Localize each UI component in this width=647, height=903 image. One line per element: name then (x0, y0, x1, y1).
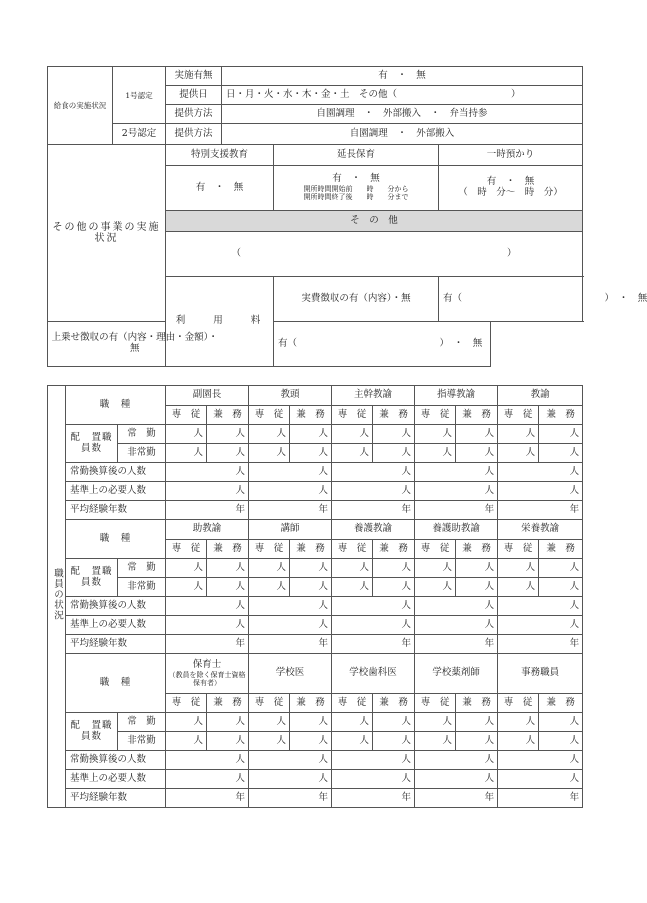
job-name: 副園長 (166, 386, 249, 406)
ken-char: 兼 (213, 408, 223, 420)
count-cell[interactable]: 人 (456, 444, 498, 463)
kansan-cell[interactable]: 人 (249, 463, 332, 482)
count-cell[interactable]: 人 (166, 559, 207, 578)
count-cell[interactable]: 人 (456, 732, 498, 751)
ju-char: 従 (356, 696, 367, 708)
job-name: 学校医 (249, 654, 332, 694)
ju-char: 従 (522, 696, 533, 708)
kansan-cell[interactable]: 人 (332, 463, 415, 482)
count-cell[interactable]: 人 (249, 578, 290, 597)
facility-status-table (47, 66, 647, 367)
jokin-label: 常 勤 (118, 713, 166, 732)
ken-char: 兼 (462, 696, 472, 708)
ju-char: 従 (439, 408, 450, 420)
count-cell[interactable]: 人 (415, 732, 456, 751)
job-name: 学校歯科医 (332, 654, 415, 694)
job-name: 助教諭 (166, 520, 249, 540)
count-cell[interactable]: 人 (290, 425, 332, 444)
temporary-care-value[interactable]: 有 ・ 無 (486, 176, 535, 188)
count-cell[interactable]: 人 (207, 559, 249, 578)
ju-char: 従 (273, 696, 284, 708)
mu-char: 務 (565, 408, 575, 420)
ju-char: 従 (190, 408, 201, 420)
count-cell[interactable]: 人 (456, 559, 498, 578)
kansan-cell[interactable]: 人 (249, 751, 332, 770)
mu-char: 務 (398, 408, 408, 420)
count-cell[interactable]: 人 (415, 713, 456, 732)
senju-header (166, 694, 207, 713)
ju-char: 従 (356, 542, 367, 554)
count-cell[interactable]: 人 (415, 578, 456, 597)
count-cell[interactable]: 人 (290, 578, 332, 597)
heikin-cell[interactable]: 年 (415, 789, 498, 808)
ken-char: 兼 (546, 408, 556, 420)
count-cell[interactable]: 人 (332, 444, 373, 463)
ju-char: 従 (522, 408, 533, 420)
shokushu-label: 職 種 (66, 386, 166, 425)
meal-method-value[interactable]: 自園調理 ・ 外部搬入 ・ 弁当持参 (222, 105, 583, 124)
count-cell[interactable]: 人 (498, 713, 539, 732)
shokushu-label: 職 種 (66, 654, 166, 713)
kansan-cell[interactable]: 人 (249, 597, 332, 616)
kenmu-header (456, 540, 498, 559)
kijun-label: 基準上の必要人数 (66, 482, 166, 501)
heikin-cell[interactable]: 年 (498, 501, 583, 520)
extra-fee-value[interactable]: 有（ ） ・ 無 (274, 322, 491, 367)
ken-char: 兼 (379, 542, 389, 554)
mu-char: 務 (315, 696, 325, 708)
temporary-care-time: （ 時 分〜 時 分） (458, 187, 563, 198)
count-cell[interactable]: 人 (290, 713, 332, 732)
extended-care-header: 延長保育 (274, 145, 439, 166)
ju-char: 従 (273, 542, 284, 554)
meal-days-value[interactable]: 日・月・火・水・木・金・土 その他（ ） (222, 86, 583, 105)
heikin-label: 平均経験年数 (66, 789, 166, 808)
shokushu-label: 職 種 (66, 520, 166, 559)
others-header: そ の 他 (166, 211, 583, 232)
kenmu-header (456, 406, 498, 425)
kansan-cell[interactable]: 人 (166, 597, 249, 616)
count-cell[interactable]: 人 (166, 732, 207, 751)
mu-char: 務 (565, 696, 575, 708)
kansan-cell[interactable]: 人 (498, 751, 583, 770)
heikin-cell[interactable]: 年 (249, 635, 332, 654)
count-cell[interactable]: 人 (373, 713, 415, 732)
senju-header (166, 406, 207, 425)
senju-header (332, 406, 373, 425)
count-cell[interactable]: 人 (290, 732, 332, 751)
meal-method-2-value[interactable]: 自園調理 ・ 外部搬入 (222, 124, 583, 145)
kansan-cell[interactable]: 人 (498, 597, 583, 616)
senju-header (332, 694, 373, 713)
sen-char: 専 (503, 696, 514, 708)
kansan-cell[interactable]: 人 (332, 751, 415, 770)
mu-char: 務 (565, 542, 575, 554)
haichi-label: 配 置職員数 (66, 425, 118, 463)
ken-char: 兼 (296, 542, 306, 554)
ken-char: 兼 (379, 696, 389, 708)
count-cell[interactable]: 人 (539, 444, 583, 463)
ken-char: 兼 (379, 408, 389, 420)
heikin-cell[interactable]: 年 (498, 635, 583, 654)
job-name: 養護助教諭 (415, 520, 498, 540)
row-label: 提供日 (166, 86, 222, 105)
sen-char: 専 (420, 542, 431, 554)
count-cell[interactable]: 人 (332, 713, 373, 732)
count-cell[interactable]: 人 (539, 559, 583, 578)
mu-char: 務 (315, 408, 325, 420)
senju-header (498, 540, 539, 559)
senju-header (415, 540, 456, 559)
kijun-cell[interactable]: 人 (498, 770, 583, 789)
kijun-cell[interactable]: 人 (249, 482, 332, 501)
job-name: 主幹教諭 (332, 386, 415, 406)
count-cell[interactable]: 人 (373, 444, 415, 463)
heikin-cell[interactable]: 年 (166, 635, 249, 654)
extended-end: 開所時間終了後 時 分まで (303, 193, 409, 202)
sen-char: 専 (171, 542, 182, 554)
haichi-label: 配 置職員数 (66, 559, 118, 597)
special-support-header: 特別支援教育 (166, 145, 274, 166)
kijun-cell[interactable]: 人 (415, 482, 498, 501)
count-cell[interactable]: 人 (332, 559, 373, 578)
kenmu-header (373, 406, 415, 425)
kenmu-header (290, 694, 332, 713)
count-cell[interactable]: 人 (498, 732, 539, 751)
kansan-label: 常勤換算後の人数 (66, 597, 166, 616)
ken-char: 兼 (546, 542, 556, 554)
mu-char: 務 (232, 542, 242, 554)
kenmu-header (373, 540, 415, 559)
ken-char: 兼 (296, 696, 306, 708)
count-cell[interactable]: 人 (539, 578, 583, 597)
count-cell[interactable]: 人 (332, 732, 373, 751)
job-name: 学校薬剤師 (415, 654, 498, 694)
heikin-cell[interactable]: 年 (166, 501, 249, 520)
kansan-cell[interactable]: 人 (415, 751, 498, 770)
mu-char: 務 (481, 408, 491, 420)
mu-char: 務 (481, 542, 491, 554)
ju-char: 従 (190, 542, 201, 554)
kenmu-header (207, 540, 249, 559)
count-cell[interactable]: 人 (207, 425, 249, 444)
kansan-label: 常勤換算後の人数 (66, 751, 166, 770)
meal-section-label: 給食の実施状況 (48, 67, 113, 145)
kenmu-header (207, 694, 249, 713)
kijun-cell[interactable]: 人 (498, 616, 583, 635)
hijokin-label: 非常勤 (118, 444, 166, 463)
ken-char: 兼 (462, 542, 472, 554)
count-cell[interactable]: 人 (539, 732, 583, 751)
mu-char: 務 (398, 542, 408, 554)
no2-label: 2号認定 (113, 124, 166, 145)
mu-char: 務 (398, 696, 408, 708)
ju-char: 従 (356, 408, 367, 420)
kansan-label: 常勤換算後の人数 (66, 463, 166, 482)
senju-header (249, 406, 290, 425)
mu-char: 務 (232, 696, 242, 708)
staff-table (47, 385, 583, 808)
senju-header (166, 540, 207, 559)
heikin-cell[interactable]: 年 (332, 635, 415, 654)
count-cell[interactable]: 人 (539, 425, 583, 444)
sen-char: 専 (254, 696, 265, 708)
row-label: 提供方法 (166, 124, 222, 145)
ju-char: 従 (522, 542, 533, 554)
staff-section-label (48, 386, 66, 808)
mu-char: 務 (232, 408, 242, 420)
count-cell[interactable]: 人 (166, 713, 207, 732)
senju-header (249, 540, 290, 559)
count-cell[interactable]: 人 (498, 425, 539, 444)
senju-header (498, 694, 539, 713)
kijun-cell[interactable]: 人 (498, 482, 583, 501)
ken-char: 兼 (462, 408, 472, 420)
sen-char: 専 (337, 408, 348, 420)
ju-char: 従 (190, 696, 201, 708)
senju-header (249, 694, 290, 713)
ken-char: 兼 (213, 542, 223, 554)
count-cell[interactable]: 人 (249, 559, 290, 578)
other-section-label: その他の事業の実施状況 (48, 145, 166, 322)
kansan-cell[interactable]: 人 (332, 597, 415, 616)
count-cell[interactable]: 人 (456, 425, 498, 444)
kijun-cell[interactable]: 人 (249, 770, 332, 789)
job-name: 養護教諭 (332, 520, 415, 540)
heikin-cell[interactable]: 年 (249, 501, 332, 520)
mu-char: 務 (481, 696, 491, 708)
heikin-label: 平均経験年数 (66, 635, 166, 654)
jokin-label: 常 勤 (118, 559, 166, 578)
job-name: 事務職員 (498, 654, 583, 694)
sen-char: 専 (254, 408, 265, 420)
sen-char: 専 (171, 408, 182, 420)
count-cell[interactable]: 人 (498, 559, 539, 578)
count-cell[interactable]: 人 (332, 578, 373, 597)
heikin-cell[interactable]: 年 (166, 789, 249, 808)
staff-section-text: 職員の状況 (51, 568, 63, 621)
senju-header (415, 694, 456, 713)
senju-header (332, 540, 373, 559)
sen-char: 専 (171, 696, 182, 708)
count-cell[interactable]: 人 (207, 713, 249, 732)
count-cell[interactable]: 人 (373, 732, 415, 751)
count-cell[interactable]: 人 (249, 425, 290, 444)
kenmu-header (539, 694, 583, 713)
kijun-cell[interactable]: 人 (166, 770, 249, 789)
count-cell[interactable]: 人 (539, 713, 583, 732)
count-cell[interactable]: 人 (249, 713, 290, 732)
count-cell[interactable]: 人 (456, 713, 498, 732)
count-cell[interactable]: 人 (373, 559, 415, 578)
mu-char: 務 (315, 542, 325, 554)
count-cell[interactable]: 人 (166, 425, 207, 444)
ken-char: 兼 (546, 696, 556, 708)
heikin-cell[interactable]: 年 (498, 789, 583, 808)
count-cell[interactable]: 人 (290, 559, 332, 578)
no1-label: 1号認定 (113, 67, 166, 124)
count-cell[interactable]: 人 (207, 732, 249, 751)
heikin-cell[interactable]: 年 (249, 789, 332, 808)
count-cell[interactable]: 人 (373, 425, 415, 444)
hijokin-label: 非常勤 (118, 578, 166, 597)
kijun-cell[interactable]: 人 (332, 770, 415, 789)
count-cell[interactable]: 人 (249, 732, 290, 751)
count-cell[interactable]: 人 (207, 444, 249, 463)
count-cell[interactable]: 人 (373, 578, 415, 597)
extra-fee-label: 上乗せ徴収の有（内容・理由・金額）・無 (48, 322, 222, 367)
ken-char: 兼 (213, 696, 223, 708)
job-name: 栄養教諭 (498, 520, 583, 540)
job-hoikushi (166, 654, 249, 694)
kijun-cell[interactable]: 人 (415, 616, 498, 635)
actual-fee-label: 実費徴収の有（内容）・無 (274, 277, 439, 322)
ju-char: 従 (439, 542, 450, 554)
kansan-cell[interactable]: 人 (166, 463, 249, 482)
kansan-cell[interactable]: 人 (415, 463, 498, 482)
sen-char: 専 (254, 542, 265, 554)
special-support-value[interactable]: 有 ・ 無 (166, 166, 274, 211)
kijun-cell[interactable]: 人 (332, 482, 415, 501)
count-cell[interactable]: 人 (456, 578, 498, 597)
count-cell[interactable]: 人 (415, 559, 456, 578)
row-label: 実施有無 (166, 67, 222, 86)
hijokin-label: 非常勤 (118, 732, 166, 751)
job-note: （教員を除く保育士資格保有者） (168, 670, 246, 687)
kansan-cell[interactable]: 人 (498, 463, 583, 482)
temporary-care-header: 一時預かり (439, 145, 583, 166)
actual-fee-value[interactable]: 有（ ） ・ 無 (439, 277, 583, 322)
sen-char: 専 (337, 696, 348, 708)
kenmu-header (207, 406, 249, 425)
job-name: 教諭 (498, 386, 583, 406)
ju-char: 従 (273, 408, 284, 420)
kijun-label: 基準上の必要人数 (66, 616, 166, 635)
kijun-cell[interactable]: 人 (415, 770, 498, 789)
kansan-cell[interactable]: 人 (166, 751, 249, 770)
jokin-label: 常 勤 (118, 425, 166, 444)
kenmu-header (373, 694, 415, 713)
count-cell[interactable]: 人 (498, 578, 539, 597)
kansan-cell[interactable]: 人 (415, 597, 498, 616)
count-cell[interactable]: 人 (207, 578, 249, 597)
ken-char: 兼 (296, 408, 306, 420)
job-name: 教頭 (249, 386, 332, 406)
kenmu-header (290, 540, 332, 559)
kenmu-header (539, 406, 583, 425)
count-cell[interactable]: 人 (249, 444, 290, 463)
kijun-cell[interactable]: 人 (166, 482, 249, 501)
sen-char: 専 (420, 408, 431, 420)
kijun-label: 基準上の必要人数 (66, 770, 166, 789)
sen-char: 専 (503, 408, 514, 420)
haichi-label: 配 置職員数 (66, 713, 118, 751)
count-cell[interactable]: 人 (415, 425, 456, 444)
senju-header (498, 406, 539, 425)
heikin-cell[interactable]: 年 (415, 635, 498, 654)
kijun-cell[interactable]: 人 (166, 616, 249, 635)
heikin-cell[interactable]: 年 (332, 789, 415, 808)
sen-char: 専 (337, 542, 348, 554)
sen-char: 専 (503, 542, 514, 554)
count-cell[interactable]: 人 (332, 425, 373, 444)
heikin-label: 平均経験年数 (66, 501, 166, 520)
fees-section-label: 利 用 料 (166, 277, 274, 367)
extended-care-value[interactable]: 有 ・ 無 (332, 173, 380, 185)
sen-char: 専 (420, 696, 431, 708)
kenmu-header (456, 694, 498, 713)
senju-header (415, 406, 456, 425)
others-value[interactable]: （ ） (166, 232, 583, 277)
kijun-cell[interactable]: 人 (332, 616, 415, 635)
heikin-cell[interactable]: 年 (332, 501, 415, 520)
job-name: 講師 (249, 520, 332, 540)
count-cell[interactable]: 人 (166, 578, 207, 597)
job-name: 保育士 (192, 658, 222, 670)
extended-start: 開所時間開始前 時 分から (303, 185, 409, 194)
count-cell[interactable]: 人 (290, 444, 332, 463)
job-name: 指導教諭 (415, 386, 498, 406)
row-label: 提供方法 (166, 105, 222, 124)
kijun-cell[interactable]: 人 (249, 616, 332, 635)
count-cell[interactable]: 人 (415, 444, 456, 463)
heikin-cell[interactable]: 年 (415, 501, 498, 520)
ju-char: 従 (439, 696, 450, 708)
meal-implementation-value[interactable]: 有 ・ 無 (222, 67, 583, 86)
kenmu-header (290, 406, 332, 425)
count-cell[interactable]: 人 (498, 444, 539, 463)
kenmu-header (539, 540, 583, 559)
count-cell[interactable]: 人 (166, 444, 207, 463)
